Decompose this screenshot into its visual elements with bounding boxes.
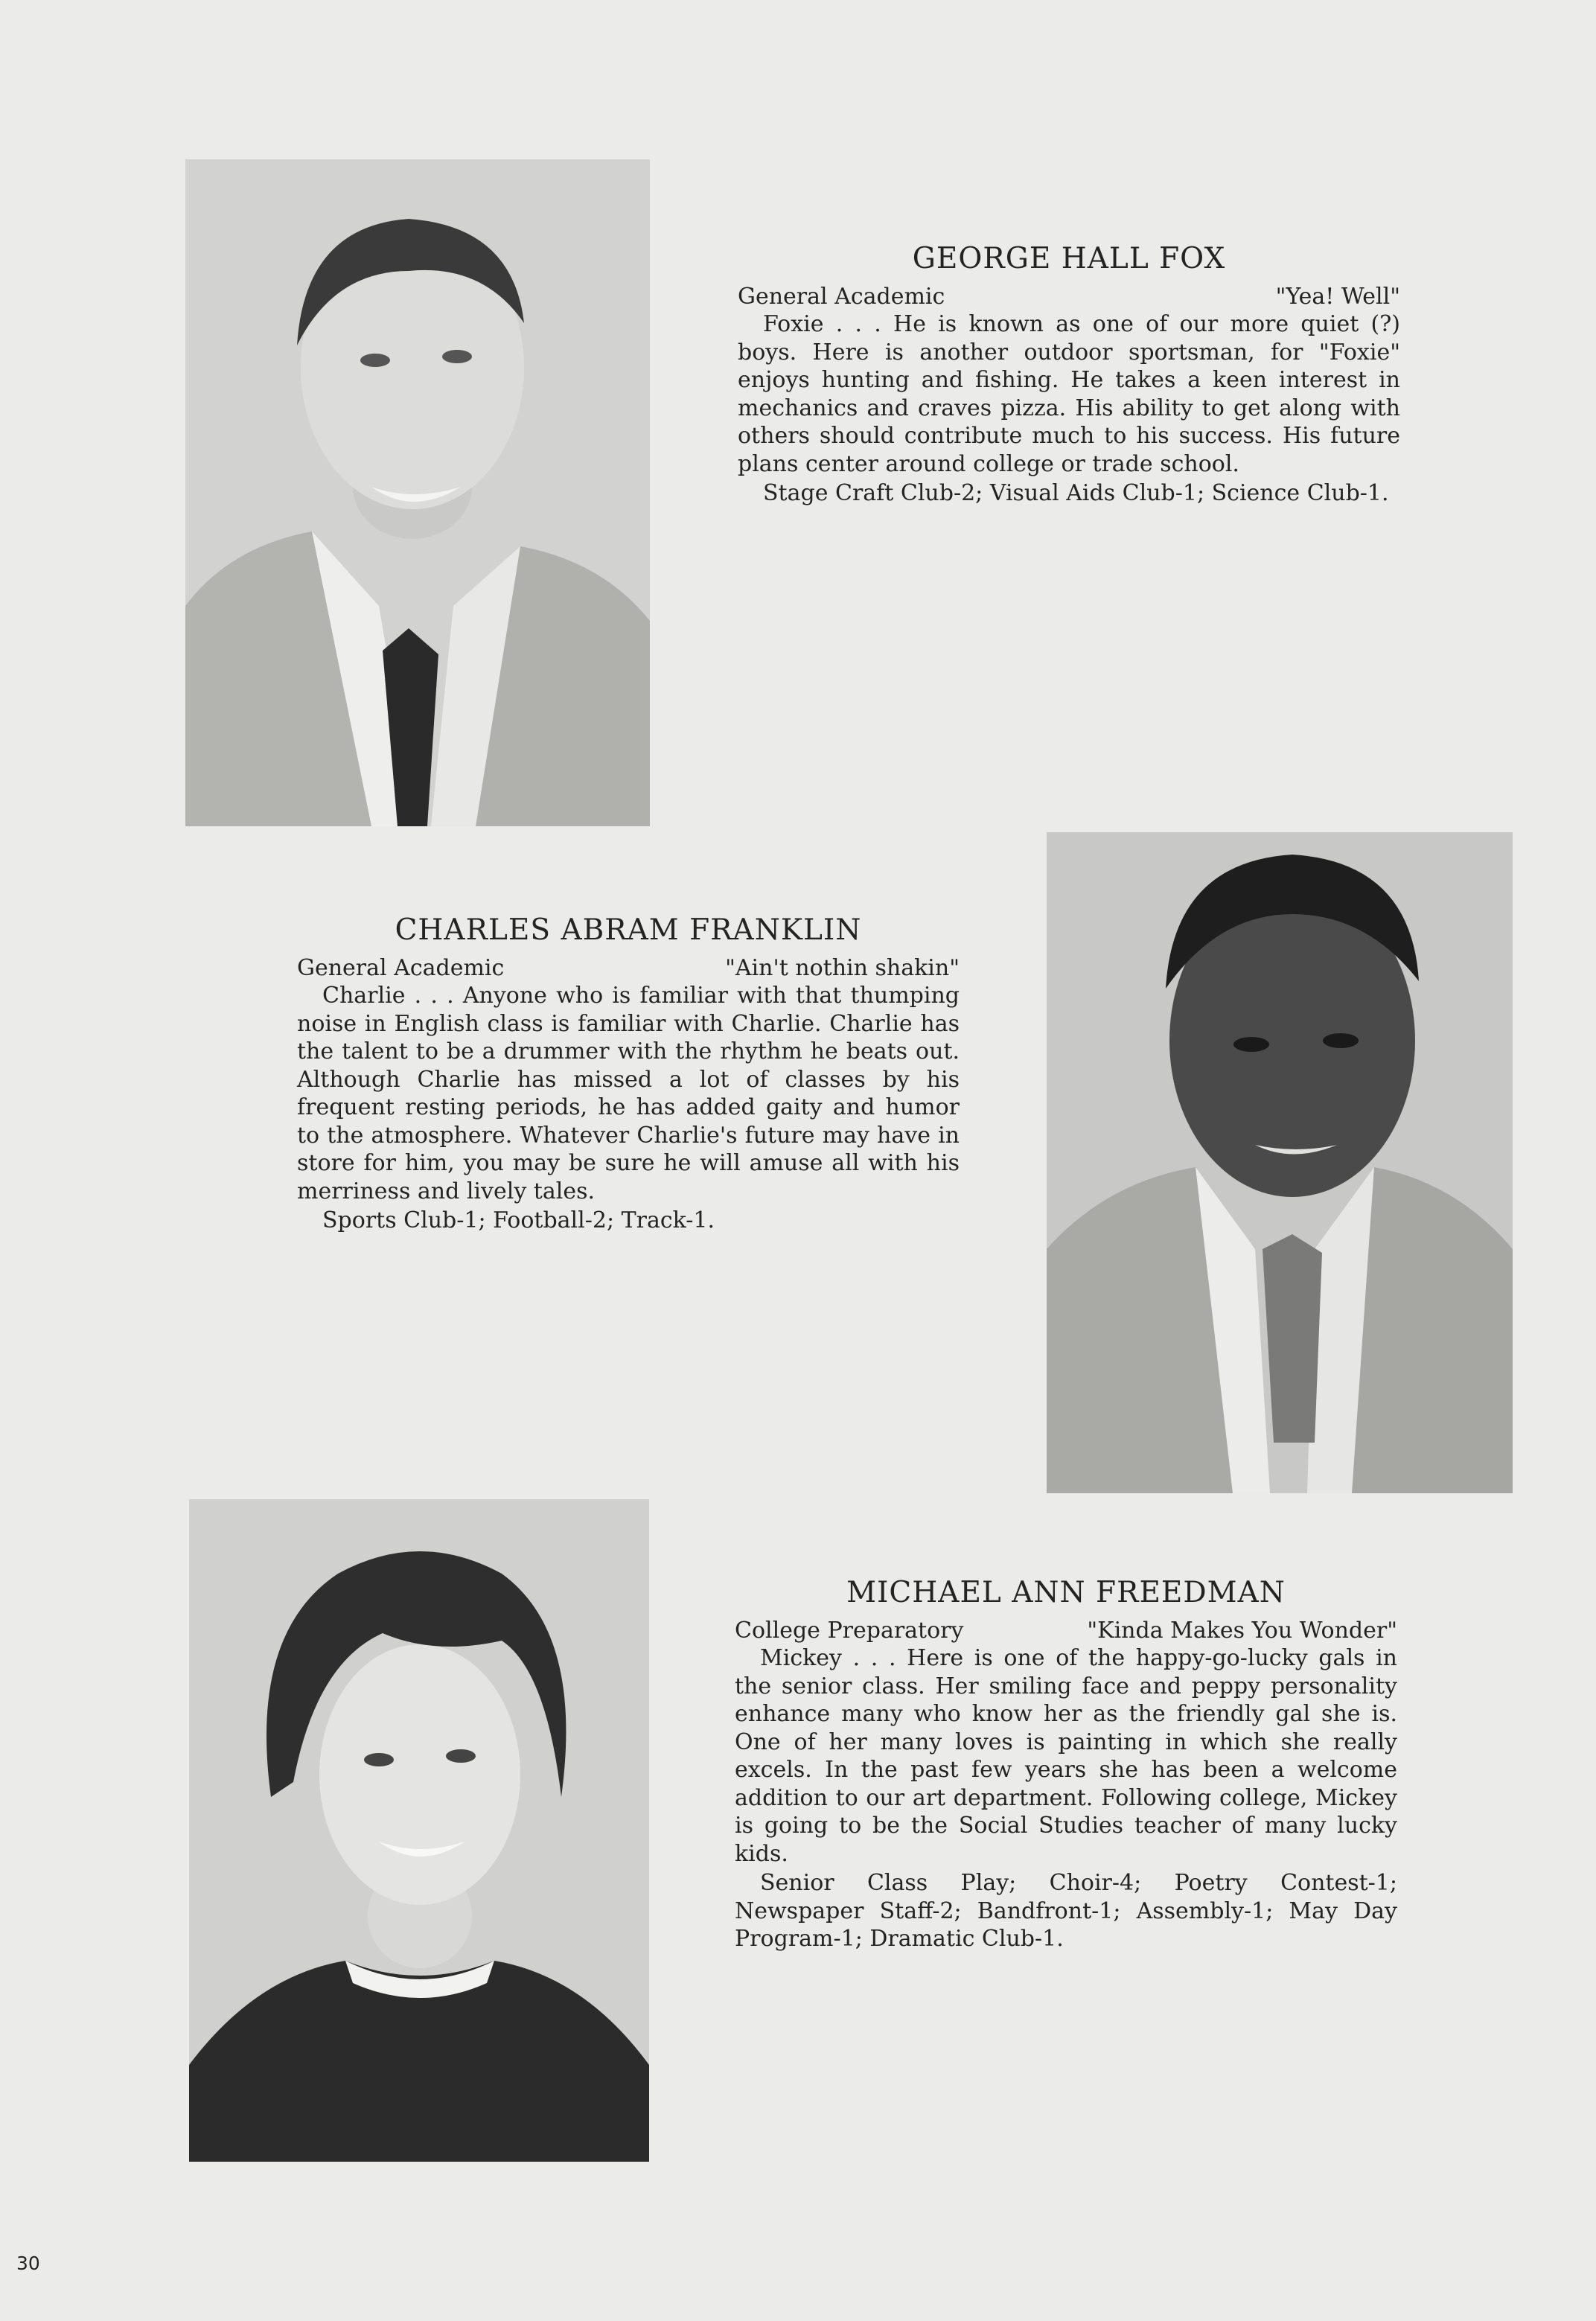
senior-quote: "Kinda Makes You Wonder" [1087,1618,1397,1644]
senior-bio: Charlie . . . Anyone who is familiar with that thumping noise in English class is familiar with Charlie. Charlie has the talent to be a drummer with the rhythm he beats out. Although Charlie has missed a lot of classes by his frequent resting periods, he has added gaity and humor to the atmosphere. Whatever Charlie's future may have in store for him, you may be sure he will amuse all with his merriness and lively tales. [297,983,960,1204]
senior-activities: Senior Class Play; Choir-4; Poetry Contest-1; Newspaper Staff-2; Bandfront-1; Assembly-1; May Day Program-1; Dramatic Club-1. [735,1870,1397,1952]
course-label: General Academic [738,284,945,310]
senior-quote: "Yea! Well" [1275,284,1400,310]
course-row [738,283,1400,310]
course-label: General Academic [297,955,505,981]
senior-entry-fox [738,243,1400,508]
portrait-photo-fox [185,159,650,826]
senior-name: GEORGE HALL FOX [912,242,1226,275]
senior-quote: "Ain't nothin shakin" [725,955,960,981]
senior-entry-franklin [297,914,960,1235]
senior-entry-freedman [735,1577,1397,1953]
course-label: College Preparatory [735,1618,964,1644]
senior-activities: Sports Club-1; Football-2; Track-1. [322,1207,715,1233]
page-number: 30 [16,2253,40,2274]
portrait-photo-franklin [1047,832,1513,1493]
course-row [297,954,960,982]
senior-name: MICHAEL ANN FREEDMAN [846,1576,1286,1609]
senior-name: CHARLES ABRAM FRANKLIN [395,913,862,947]
senior-bio: Foxie . . . He is known as one of our more quiet (?) boys. Here is another outdoor sportsman, for "Foxie" enjoys hunting and fishing. He takes a keen interest in mechanics and craves pizza. His ability to get along with others should contribute much to his success. His future plans center around college or trade school. [738,311,1400,477]
senior-bio: Mickey . . . Here is one of the happy-go-lucky gals in the senior class. Her smiling face and peppy personality enhance many who know her as the friendly gal she is. One of her many loves is painting in which she really excels. In the past few years she has been a welcome addition to our art department. Following college, Mickey is going to be the Social Studies teacher of many lucky kids. [735,1645,1397,1867]
course-row [735,1617,1397,1644]
senior-activities: Stage Craft Club-2; Visual Aids Club-1; Science Club-1. [763,480,1389,506]
portrait-photo-freedman [189,1499,649,2162]
